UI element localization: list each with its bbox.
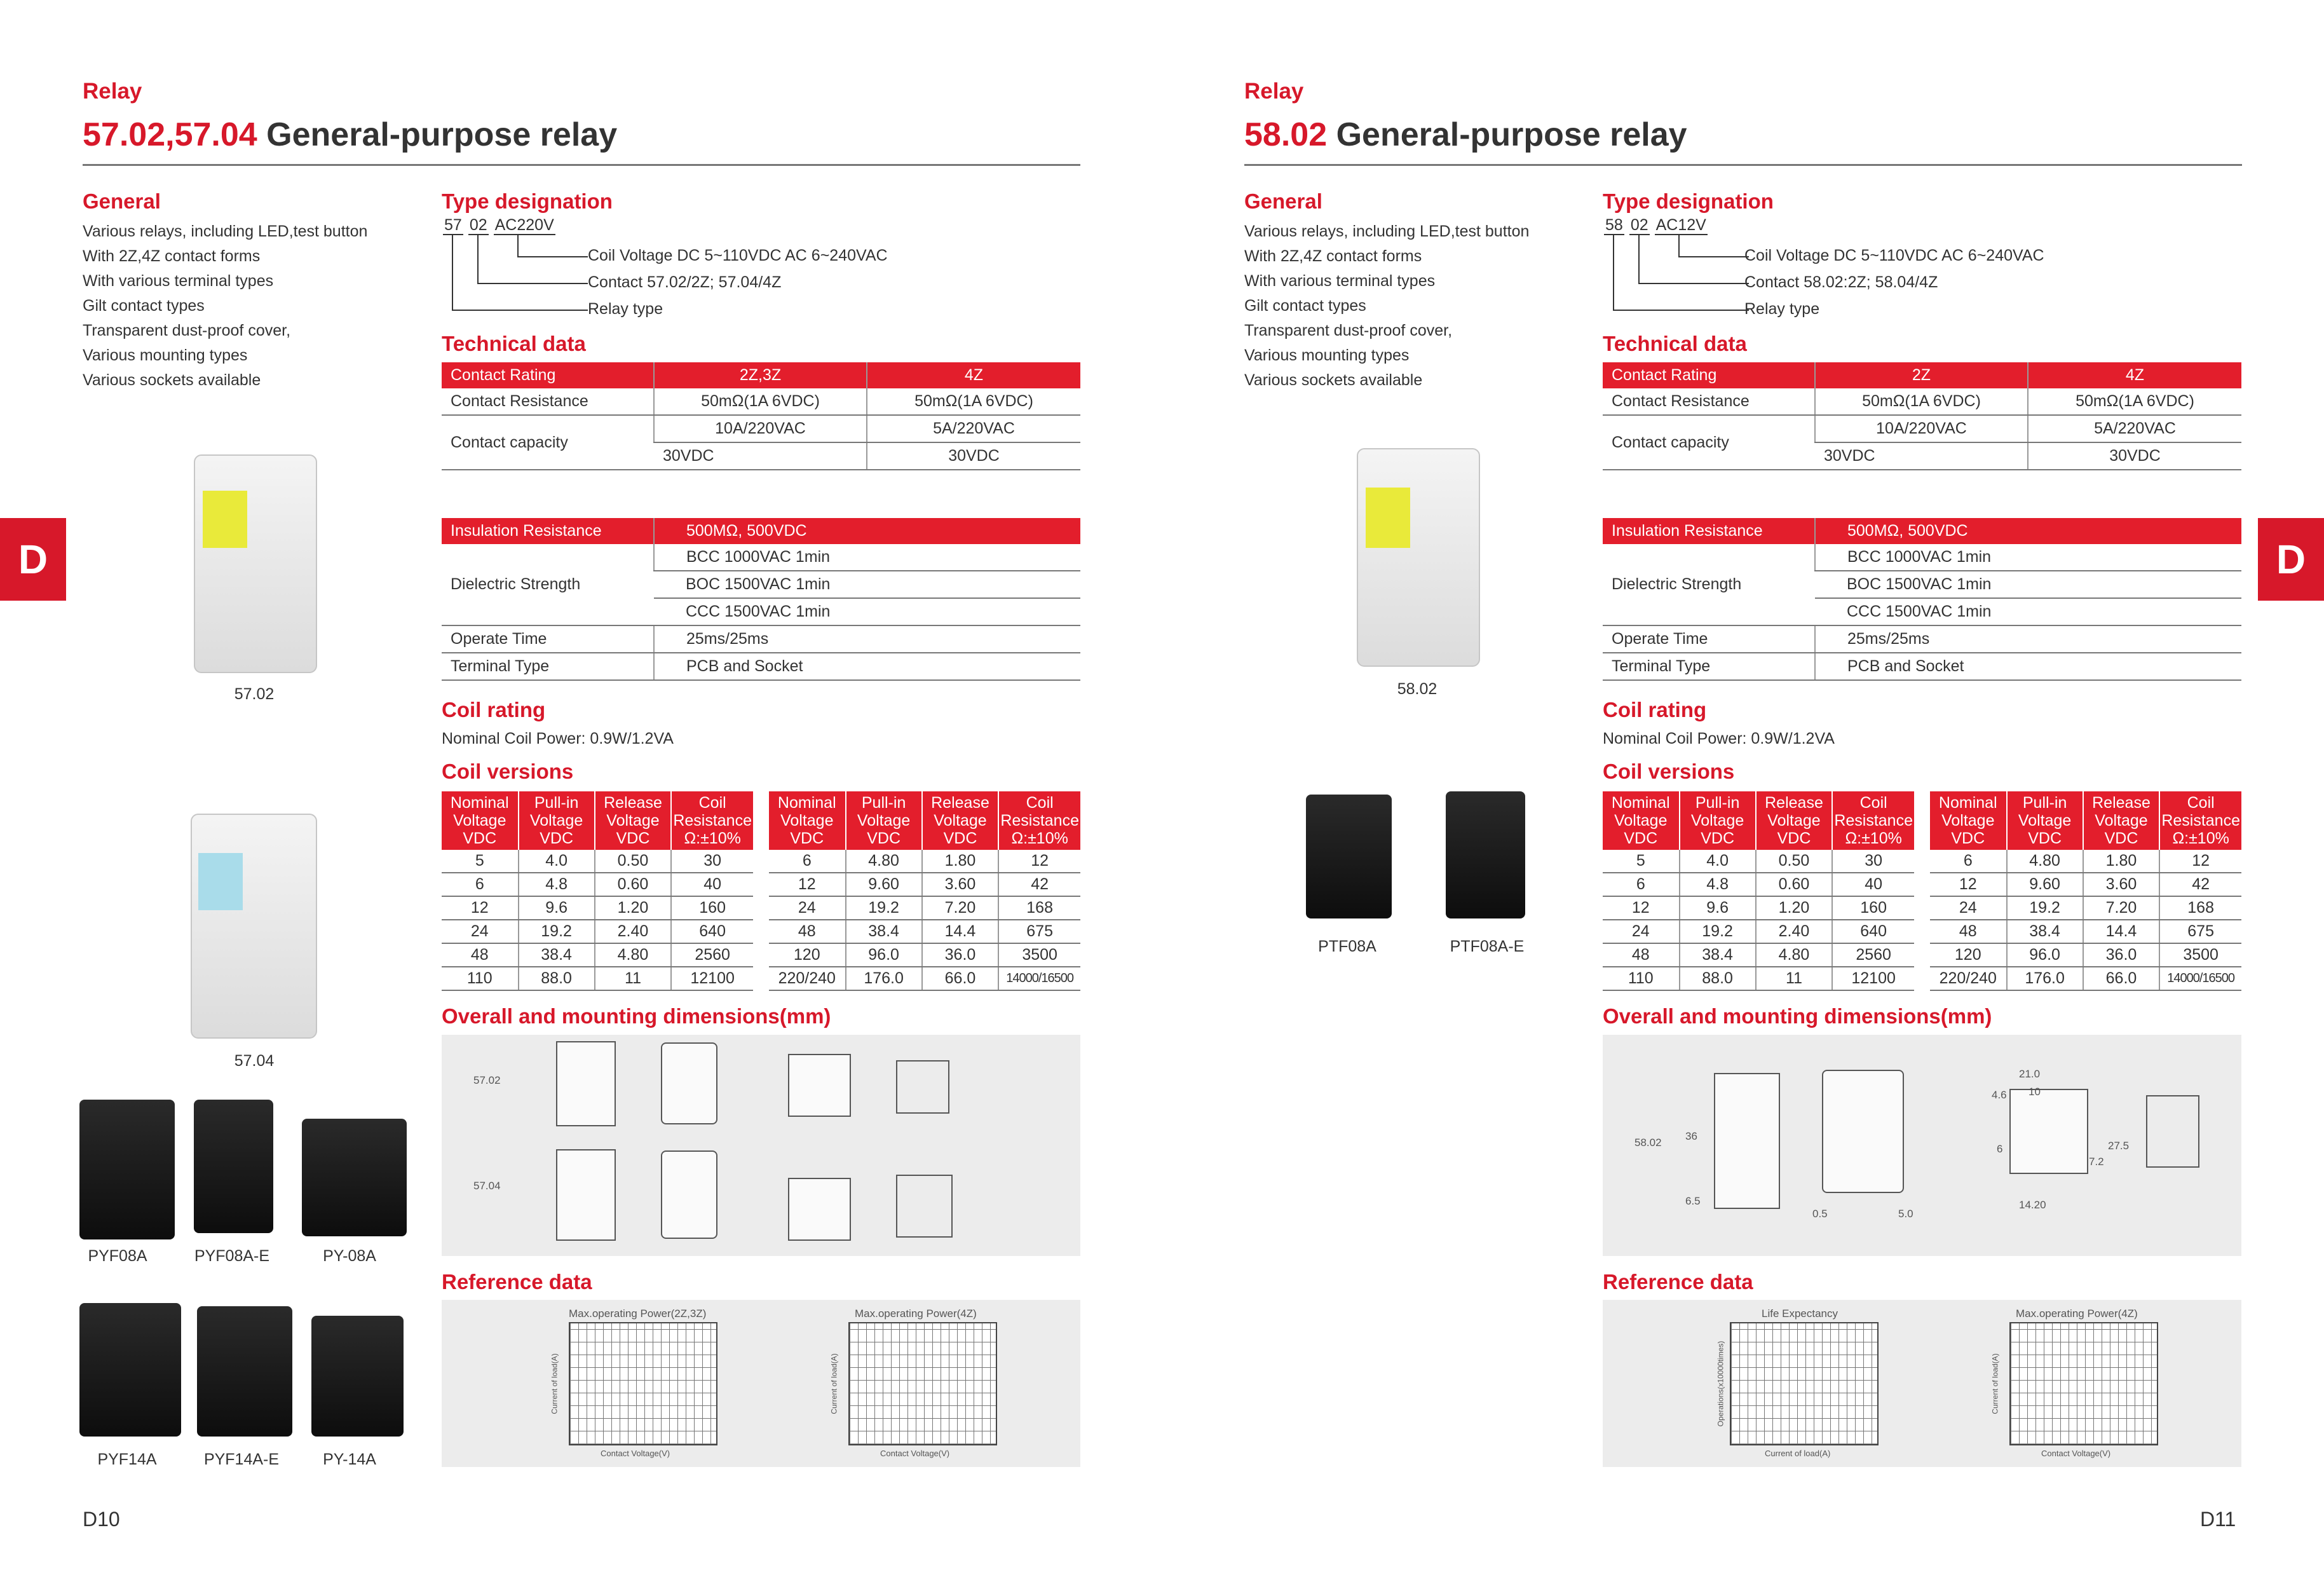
type-code-part: 58: [1605, 216, 1623, 234]
type-code-part: 02: [469, 216, 487, 234]
dim-value: 6: [1997, 1143, 2003, 1155]
type-code-part: AC12V: [1655, 216, 1706, 234]
wiring-diagram: [896, 1060, 949, 1114]
table-row: 6 4.80 1.80 12: [769, 850, 1080, 873]
test-button-icon: [203, 491, 247, 548]
coil-header: Release Voltage VDC: [2083, 791, 2160, 850]
type-code: [443, 216, 561, 235]
type-designation-heading: Type designation: [1603, 189, 1774, 213]
coil-header: Release Voltage VDC: [922, 791, 999, 850]
tech-cell: 10A/220VAC: [1815, 415, 2028, 442]
general-line: Gilt contact types: [1244, 297, 1366, 315]
table-row: 48 38.4 4.80 2560: [442, 943, 753, 967]
coil-header: Nominal Voltage VDC: [769, 791, 846, 850]
reference-panel: [442, 1300, 1080, 1467]
insulation-table: [1603, 518, 2241, 681]
ins-cell: CCC 1500VAC 1min: [1815, 598, 2241, 625]
section-tab: D: [0, 518, 66, 601]
power-chart-plot: [848, 1322, 997, 1445]
ins-cell: BOC 1500VAC 1min: [654, 571, 1080, 598]
wiring-diagram: [896, 1175, 953, 1238]
title-model: 58.02: [1244, 116, 1328, 153]
socket-caption: PTF08A-E: [1450, 938, 1525, 955]
table-row: 12 9.6 1.20 160: [442, 896, 753, 920]
relay-57-02-caption: 57.02: [234, 685, 275, 703]
chart-title: Max.operating Power(2Z,3Z): [569, 1307, 707, 1320]
tech-cell: 30VDC: [654, 442, 867, 470]
socket-ptf08a-image: [1306, 795, 1392, 918]
general-list: [83, 219, 367, 393]
coil-header: Coil Resistance Ω:±10%: [671, 791, 753, 850]
socket-ptf08a-e-image: [1446, 791, 1525, 918]
ins-cell: BCC 1000VAC 1min: [1815, 544, 2241, 571]
general-line: Various mounting types: [1244, 346, 1410, 364]
type-code-part: 02: [1630, 216, 1648, 234]
relay-57-02-image: [194, 454, 317, 673]
side-view-drawing: [556, 1041, 616, 1126]
ins-header: Insulation Resistance: [442, 518, 654, 544]
general-line: Transparent dust-proof cover,: [83, 322, 291, 339]
coil-header: Nominal Voltage VDC: [1603, 791, 1680, 850]
table-row: 48 38.4 14.4 675: [769, 920, 1080, 943]
title-rule: [1244, 164, 2242, 166]
general-line: With various terminal types: [1244, 272, 1436, 290]
dim-value: 27.5: [2108, 1140, 2130, 1152]
side-view-drawing: [556, 1149, 616, 1241]
type-line-contact: Contact 58.02:2Z; 58.04/4Z: [1744, 273, 1938, 291]
tech-header: 2Z: [1815, 362, 2028, 388]
tech-label: Contact Resistance: [442, 388, 654, 415]
ins-label: Operate Time: [442, 625, 654, 653]
coil-rating-heading: Coil rating: [1603, 698, 1707, 721]
table-row: 48 38.4 4.80 2560: [1603, 943, 1914, 967]
socket-caption: PTF08A: [1318, 938, 1376, 955]
coil-header: Nominal Voltage VDC: [442, 791, 519, 850]
coil-header: Coil Resistance Ω:±10%: [1832, 791, 1914, 850]
pin-layout-drawing: [788, 1054, 851, 1117]
technical-heading: Technical data: [1603, 332, 1747, 355]
table-row: 120 96.0 36.0 3500: [1930, 943, 2241, 967]
ins-label: Dielectric Strength: [442, 544, 654, 625]
type-designation-heading: Type designation: [442, 189, 613, 213]
socket-caption: PYF14A-E: [203, 1451, 280, 1468]
dimensions-heading: Overall and mounting dimensions(mm): [442, 1004, 831, 1028]
chart-xlabel: Contact Voltage(V): [2041, 1449, 2111, 1458]
ins-label: Terminal Type: [442, 653, 654, 680]
table-row: 6 4.8 0.60 40: [442, 873, 753, 896]
ins-label: Terminal Type: [1603, 653, 1815, 680]
general-line: With 2Z,4Z contact forms: [83, 247, 261, 265]
ins-cell: 25ms/25ms: [654, 625, 1080, 653]
chart-ylabel: Current of load(A): [550, 1353, 559, 1414]
wiring-diagram: [2146, 1095, 2199, 1168]
tech-cell: 50mΩ(1A 6VDC): [867, 388, 1080, 415]
ins-cell: 25ms/25ms: [1815, 625, 2241, 653]
tech-cell: 5A/220VAC: [2028, 415, 2241, 442]
ins-cell: PCB and Socket: [654, 653, 1080, 680]
page-kicker: Relay: [83, 79, 142, 104]
chart-title: Life Expectancy: [1762, 1307, 1838, 1320]
table-row: 24 19.2 7.20 168: [769, 896, 1080, 920]
tech-cell: 30VDC: [867, 442, 1080, 470]
test-button-icon: [1366, 488, 1410, 548]
tech-header: 2Z,3Z: [654, 362, 867, 388]
type-line-relay: Relay type: [588, 300, 663, 318]
dim-label: 58.02: [1634, 1137, 1662, 1149]
page-title: [83, 116, 617, 154]
section-tab: D: [2258, 518, 2324, 601]
tech-cell: 10A/220VAC: [654, 415, 867, 442]
reference-panel: [1603, 1300, 2241, 1467]
type-designation-leaders: [445, 234, 591, 317]
general-line: Gilt contact types: [83, 297, 205, 315]
general-line: Various relays, including LED,test button: [1244, 222, 1530, 240]
socket-caption: PYF14A: [97, 1451, 157, 1468]
table-row: 24 19.2 2.40 640: [1603, 920, 1914, 943]
dim-value: 0.5: [1812, 1208, 1828, 1220]
tech-label: Contact capacity: [1603, 415, 1815, 470]
socket-caption: PY-08A: [323, 1247, 376, 1265]
pin-layout-drawing: [788, 1178, 851, 1241]
tech-cell: 30VDC: [1815, 442, 2028, 470]
chart-ylabel: Current of load(A): [1990, 1353, 2000, 1414]
power-chart-plot: [569, 1322, 717, 1445]
general-heading: General: [83, 189, 161, 213]
coil-rating-text: Nominal Coil Power: 0.9W/1.2VA: [442, 730, 674, 748]
dim-value: 7.2: [2089, 1156, 2104, 1168]
ins-header: 500MΩ, 500VDC: [1815, 518, 2241, 544]
coil-header: Pull-in Voltage VDC: [1680, 791, 1756, 850]
chart-title: Max.operating Power(4Z): [2016, 1307, 2138, 1320]
ins-cell: PCB and Socket: [1815, 653, 2241, 680]
title-model: 57.02,57.04: [83, 116, 257, 153]
table-row: 110 88.0 11 12100: [442, 967, 753, 990]
reference-heading: Reference data: [442, 1270, 592, 1294]
coil-rating-heading: Coil rating: [442, 698, 546, 721]
type-line-coil: Coil Voltage DC 5~110VDC AC 6~240VAC: [588, 247, 888, 264]
dim-label: 57.02: [473, 1074, 501, 1086]
ins-label: Operate Time: [1603, 625, 1815, 653]
test-button-icon: [198, 853, 243, 910]
socket-pyf08a-e-image: [194, 1100, 273, 1233]
tech-cell: 50mΩ(1A 6VDC): [2028, 388, 2241, 415]
page-number: D11: [2200, 1508, 2236, 1531]
ins-cell: CCC 1500VAC 1min: [654, 598, 1080, 625]
socket-caption: PYF08A: [88, 1247, 147, 1265]
tech-header: 4Z: [867, 362, 1080, 388]
dim-label: 57.04: [473, 1180, 501, 1192]
socket-py14a-image: [311, 1316, 404, 1437]
coil-header: Release Voltage VDC: [595, 791, 672, 850]
general-line: Various sockets available: [1244, 371, 1423, 389]
dim-value: 36: [1685, 1130, 1697, 1142]
ins-header: Insulation Resistance: [1603, 518, 1815, 544]
table-row: 110 88.0 11 12100: [1603, 967, 1914, 990]
dim-value: 5.0: [1898, 1208, 1913, 1220]
dim-value: 21.0: [2019, 1068, 2041, 1080]
coil-versions-heading: Coil versions: [1603, 760, 1735, 783]
coil-ac-table: [769, 791, 1080, 991]
general-heading: General: [1244, 189, 1322, 213]
coil-header: Pull-in Voltage VDC: [2007, 791, 2083, 850]
chart-xlabel: Current of load(A): [1765, 1449, 1831, 1458]
front-view-drawing: [661, 1042, 717, 1124]
page-title: [1244, 116, 1687, 154]
type-line-contact: Contact 57.02/2Z; 57.04/4Z: [588, 273, 782, 291]
tech-header: Contact Rating: [442, 362, 654, 388]
relay-57-04-image: [191, 814, 317, 1039]
dim-value: 4.6: [1992, 1089, 2007, 1101]
ins-cell: BCC 1000VAC 1min: [654, 544, 1080, 571]
title-text: General-purpose relay: [1327, 116, 1687, 153]
socket-pyf14a-image: [79, 1303, 181, 1437]
life-chart-plot: [1730, 1322, 1879, 1445]
relay-58-02-image: [1357, 448, 1480, 667]
coil-header: Coil Resistance Ω:±10%: [2159, 791, 2241, 850]
technical-heading: Technical data: [442, 332, 586, 355]
ins-header: 500MΩ, 500VDC: [654, 518, 1080, 544]
ins-label: Dielectric Strength: [1603, 544, 1815, 625]
insulation-table: [442, 518, 1080, 681]
front-view-drawing: [1822, 1070, 1904, 1193]
coil-ac-table: [1930, 791, 2241, 991]
side-view-drawing: [1714, 1073, 1780, 1209]
general-line: Transparent dust-proof cover,: [1244, 322, 1453, 339]
socket-caption: PYF08A-E: [194, 1247, 270, 1265]
dimensions-panel: [442, 1035, 1080, 1256]
table-row: 6 4.80 1.80 12: [1930, 850, 2241, 873]
table-row: 12 9.60 3.60 42: [769, 873, 1080, 896]
coil-header: Pull-in Voltage VDC: [846, 791, 922, 850]
type-code-part: 57: [444, 216, 462, 234]
table-row: 6 4.8 0.60 40: [1603, 873, 1914, 896]
tech-header: Contact Rating: [1603, 362, 1815, 388]
tech-cell: 5A/220VAC: [867, 415, 1080, 442]
type-code-part: AC220V: [494, 216, 554, 234]
page-number: D10: [83, 1508, 120, 1531]
tech-cell: 50mΩ(1A 6VDC): [1815, 388, 2028, 415]
chart-xlabel: Contact Voltage(V): [601, 1449, 670, 1458]
front-view-drawing: [661, 1150, 717, 1239]
table-row: 24 19.2 2.40 640: [442, 920, 753, 943]
relay-57-04-caption: 57.04: [234, 1052, 275, 1070]
ins-cell: BOC 1500VAC 1min: [1815, 571, 2241, 598]
technical-table: [442, 362, 1080, 470]
table-row: 12 9.60 3.60 42: [1930, 873, 2241, 896]
type-code: [1604, 216, 1713, 235]
dim-value: 6.5: [1685, 1195, 1701, 1207]
chart-ylabel: Operations(x10000times): [1716, 1341, 1725, 1427]
table-row: 24 19.2 7.20 168: [1930, 896, 2241, 920]
type-line-relay: Relay type: [1744, 300, 1820, 318]
table-row: 120 96.0 36.0 3500: [769, 943, 1080, 967]
chart-ylabel: Current of load(A): [829, 1353, 839, 1414]
dimensions-heading: Overall and mounting dimensions(mm): [1603, 1004, 1992, 1028]
coil-versions-heading: Coil versions: [442, 760, 574, 783]
dim-value: 14.20: [2019, 1199, 2046, 1211]
coil-dc-table: [442, 791, 753, 991]
type-designation-leaders: [1606, 234, 1752, 317]
table-row: 220/240 176.0 66.0 14000/16500: [1930, 967, 2241, 990]
coil-header: Release Voltage VDC: [1756, 791, 1833, 850]
coil-dc-table: [1603, 791, 1914, 991]
coil-header: Coil Resistance Ω:±10%: [998, 791, 1080, 850]
title-text: General-purpose relay: [257, 116, 618, 153]
coil-rating-text: Nominal Coil Power: 0.9W/1.2VA: [1603, 730, 1835, 748]
tech-header: 4Z: [2028, 362, 2241, 388]
general-line: Various relays, including LED,test button: [83, 222, 368, 240]
tech-cell: 50mΩ(1A 6VDC): [654, 388, 867, 415]
tech-label: Contact Resistance: [1603, 388, 1815, 415]
table-row: 48 38.4 14.4 675: [1930, 920, 2241, 943]
socket-py08a-image: [302, 1119, 407, 1236]
type-line-coil: Coil Voltage DC 5~110VDC AC 6~240VAC: [1744, 247, 2044, 264]
general-line: Various sockets available: [83, 371, 261, 389]
technical-table: [1603, 362, 2241, 470]
page-kicker: Relay: [1244, 79, 1304, 104]
table-row: 5 4.0 0.50 30: [1603, 850, 1914, 873]
table-row: 220/240 176.0 66.0 14000/16500: [769, 967, 1080, 990]
general-line: Various mounting types: [83, 346, 248, 364]
coil-header: Nominal Voltage VDC: [1930, 791, 2007, 850]
power-chart-plot: [2009, 1322, 2158, 1445]
tech-label: Contact capacity: [442, 415, 654, 470]
socket-pyf08a-image: [79, 1100, 175, 1239]
dim-value: 10: [2028, 1086, 2041, 1098]
socket-caption: PY-14A: [323, 1451, 376, 1468]
general-line: With various terminal types: [83, 272, 274, 290]
reference-heading: Reference data: [1603, 1270, 1753, 1294]
pin-layout-drawing: [2009, 1089, 2088, 1174]
tech-cell: 30VDC: [2028, 442, 2241, 470]
chart-title: Max.operating Power(4Z): [855, 1307, 977, 1320]
table-row: 5 4.0 0.50 30: [442, 850, 753, 873]
coil-header: Pull-in Voltage VDC: [519, 791, 595, 850]
chart-xlabel: Contact Voltage(V): [880, 1449, 950, 1458]
dimensions-panel: [1603, 1035, 2241, 1256]
socket-pyf14a-e-image: [197, 1306, 292, 1437]
relay-58-02-caption: 58.02: [1397, 680, 1437, 698]
general-list: [1244, 219, 1529, 393]
general-line: With 2Z,4Z contact forms: [1244, 247, 1422, 265]
title-rule: [83, 164, 1080, 166]
table-row: 12 9.6 1.20 160: [1603, 896, 1914, 920]
